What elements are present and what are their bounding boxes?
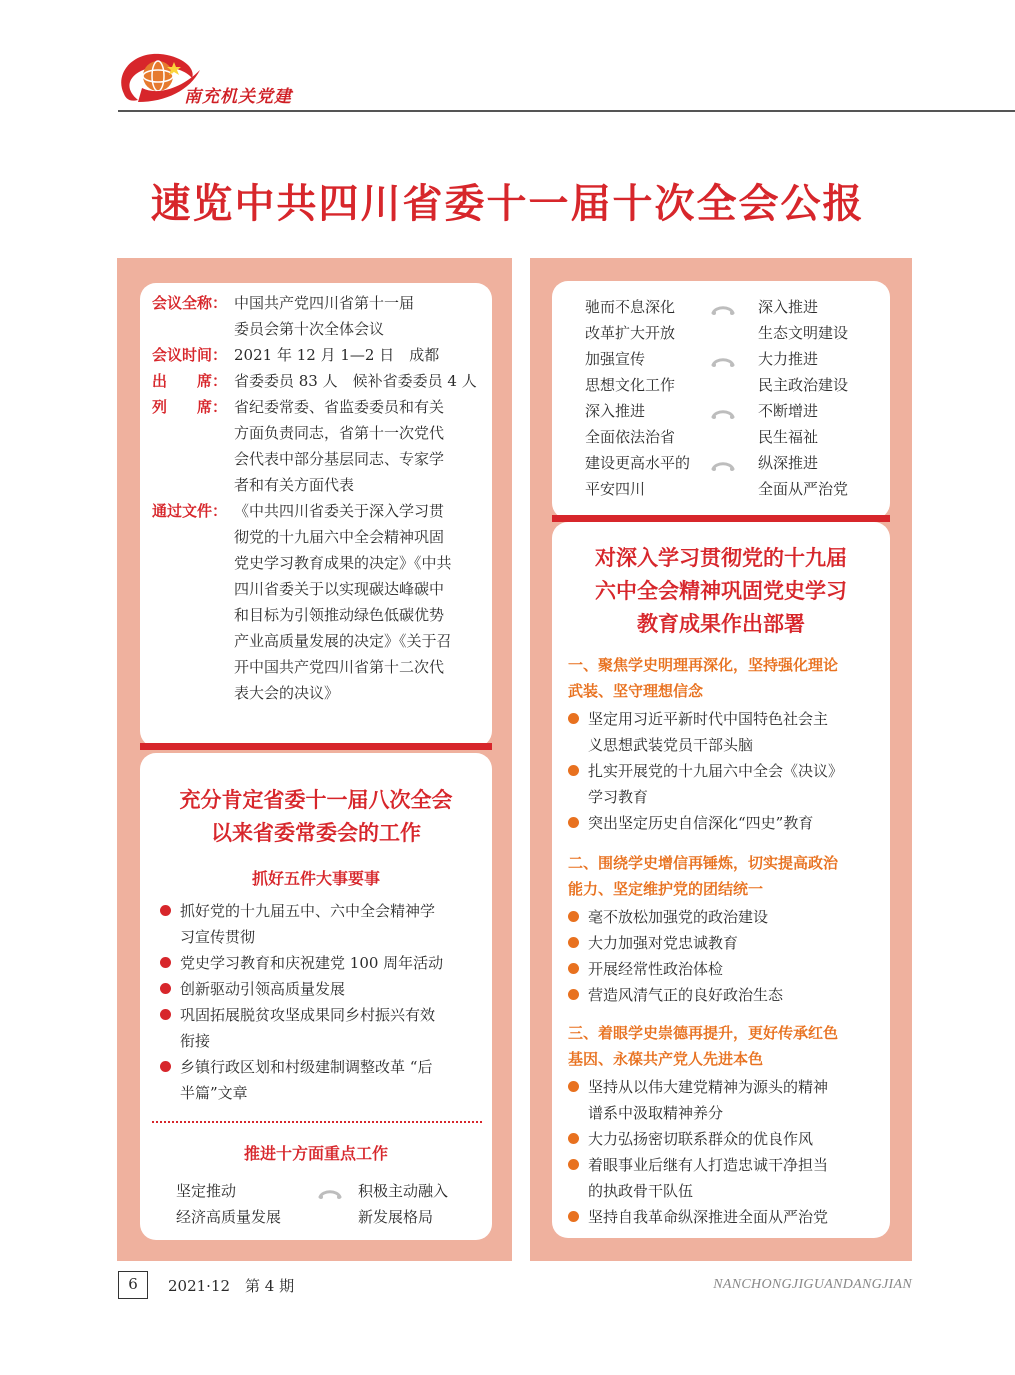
info-value: 省委委员 83 人 候补省委委员 4 人 bbox=[234, 372, 477, 390]
group-items bbox=[568, 904, 884, 1008]
list-item bbox=[568, 1074, 884, 1126]
group-heading-line: 一、聚焦学史明理再深化，坚持强化理论 bbox=[568, 656, 839, 674]
key-tasks-list bbox=[160, 898, 490, 1106]
info-label: 通过文件： bbox=[152, 502, 228, 520]
bullet-icon bbox=[568, 989, 579, 1000]
section-divider bbox=[140, 743, 492, 750]
bullet-icon bbox=[160, 1009, 171, 1020]
list-item bbox=[568, 1152, 884, 1204]
list-item-text: 抓好党的十九届五中、六中全会精神学 bbox=[180, 902, 436, 920]
link-icon bbox=[711, 409, 735, 419]
pair-left-text: 思想文化工作 bbox=[585, 376, 676, 394]
deployment-group bbox=[568, 850, 884, 1008]
list-item bbox=[568, 706, 884, 758]
bullet-icon bbox=[568, 1159, 579, 1170]
section-divider bbox=[552, 515, 890, 522]
list-item-text: 大力加强对党忠诚教育 bbox=[588, 934, 739, 952]
info-value: 四川省委关于以实现碳达峰碳中 bbox=[234, 580, 445, 598]
deployment-group bbox=[568, 652, 884, 836]
list-item bbox=[160, 1054, 490, 1106]
bullet-icon bbox=[568, 765, 579, 776]
pair-left-text: 驰而不息深化 bbox=[585, 298, 676, 316]
list-item-text: 坚定用习近平新时代中国特色社会主 bbox=[588, 710, 829, 728]
pair-right-text: 积极主动融入 bbox=[358, 1182, 449, 1200]
issue-info: 2021·12 第 4 期 bbox=[168, 1277, 295, 1295]
list-item bbox=[568, 982, 884, 1008]
info-row bbox=[152, 290, 487, 342]
group-items bbox=[568, 706, 884, 836]
pair-left-text: 平安四川 bbox=[585, 480, 646, 498]
info-value: 开中国共产党四川省第十二次代 bbox=[234, 658, 445, 676]
bullet-icon bbox=[160, 905, 171, 916]
list-item-text: 坚持从以伟大建党精神为源头的精神 bbox=[588, 1078, 829, 1096]
link-icon bbox=[711, 357, 735, 367]
bullet-icon bbox=[568, 911, 579, 922]
page-title: 速览中共四川省委十一届十次全会公报 bbox=[150, 180, 865, 227]
list-item bbox=[568, 904, 884, 930]
pair-left-text: 改革扩大开放 bbox=[585, 324, 676, 342]
info-value: 委员会第十次全体会议 bbox=[234, 320, 385, 338]
pair-right-text: 大力推进 bbox=[758, 350, 819, 368]
list-item-text: 大力弘扬密切联系群众的优良作风 bbox=[588, 1130, 814, 1148]
info-value: 《中共四川省委关于深入学习贯 bbox=[234, 502, 445, 520]
pair-right-text: 全面从严治党 bbox=[758, 480, 849, 498]
title-line: 对深入学习贯彻党的十九届 bbox=[595, 545, 847, 570]
group-heading-line: 二、围绕学史增信再锤炼，切实提高政治 bbox=[568, 854, 839, 872]
info-value: 省纪委常委、省监委委员和有关 bbox=[234, 398, 445, 416]
list-item-text: 着眼事业后继有人打造忠诚干净担当 bbox=[588, 1156, 829, 1174]
list-item bbox=[568, 956, 884, 982]
pair-row bbox=[585, 346, 875, 372]
info-value: 产业高质量发展的决定》《关于召 bbox=[234, 632, 452, 650]
group-heading-line: 能力、坚定维护党的团结统一 bbox=[568, 880, 764, 898]
pair-right-text: 纵深推进 bbox=[758, 454, 819, 472]
group-heading-line: 武装、坚守理想信念 bbox=[568, 682, 704, 700]
info-value: 中国共产党四川省第十一届 bbox=[234, 294, 415, 312]
list-item bbox=[568, 1126, 884, 1152]
pair-row bbox=[176, 1204, 476, 1230]
info-label: 列 席： bbox=[152, 398, 228, 416]
pair-row bbox=[585, 320, 875, 346]
pair-row bbox=[176, 1178, 476, 1204]
info-value: 和目标为引领推动绿色低碳优势 bbox=[234, 606, 445, 624]
info-value: 表大会的决议》 bbox=[234, 684, 340, 702]
link-icon bbox=[711, 461, 735, 471]
list-item bbox=[568, 1204, 884, 1230]
pair-row bbox=[585, 450, 875, 476]
link-icon bbox=[318, 1189, 342, 1199]
group-heading bbox=[568, 850, 884, 902]
priority-pairs bbox=[585, 294, 875, 502]
group-heading bbox=[568, 652, 884, 704]
bullet-icon bbox=[160, 1061, 171, 1072]
right-section-title bbox=[552, 541, 890, 640]
info-value: 者和有关方面代表 bbox=[234, 476, 355, 494]
title-line: 以来省委常委会的工作 bbox=[211, 820, 421, 845]
pair-left-text: 建设更高水平的 bbox=[585, 454, 691, 472]
bullet-icon bbox=[568, 713, 579, 724]
info-row bbox=[152, 498, 487, 706]
bullet-icon bbox=[160, 983, 171, 994]
bullet-icon bbox=[568, 1133, 579, 1144]
group-items bbox=[568, 1074, 884, 1230]
list-item-text: 突出坚定历史自信深化“四史”教育 bbox=[588, 814, 814, 832]
list-item bbox=[568, 810, 884, 836]
brand-name: 南充机关党建 bbox=[184, 87, 292, 107]
title-line: 六中全会精神巩固党史学习 bbox=[595, 578, 847, 603]
list-item-text: 创新驱动引领高质量发展 bbox=[180, 980, 346, 998]
list-item-text: 半篇”文章 bbox=[180, 1084, 248, 1102]
pair-right-text: 民生福祉 bbox=[758, 428, 819, 446]
info-row bbox=[152, 394, 487, 498]
pair-row bbox=[585, 398, 875, 424]
bullet-icon bbox=[160, 957, 171, 968]
focus-work-pairs bbox=[176, 1178, 476, 1230]
bullet-icon bbox=[568, 1211, 579, 1222]
bullet-icon bbox=[568, 1081, 579, 1092]
info-value: 2021 年 12 月 1—2 日 成都 bbox=[234, 346, 440, 364]
list-item-text: 的执政骨干队伍 bbox=[588, 1182, 694, 1200]
pair-right-text: 生态文明建设 bbox=[758, 324, 849, 342]
left-subtitle: 抓好五件大事要事 bbox=[251, 869, 380, 888]
pair-left-text: 经济高质量发展 bbox=[176, 1208, 282, 1226]
info-label: 会议全称： bbox=[152, 294, 228, 312]
list-item-text: 党史学习教育和庆祝建党 100 周年活动 bbox=[180, 954, 444, 972]
link-icon bbox=[711, 305, 735, 315]
list-item-text: 衔接 bbox=[180, 1032, 211, 1050]
list-item bbox=[160, 1002, 490, 1054]
info-row bbox=[152, 342, 487, 368]
pair-left-text: 坚定推动 bbox=[176, 1182, 237, 1200]
list-item bbox=[568, 758, 884, 810]
dotted-divider bbox=[152, 1121, 482, 1123]
list-item-text: 扎实开展党的十九届六中全会《决议》 bbox=[588, 762, 844, 780]
pair-right-text: 民主政治建设 bbox=[758, 376, 849, 394]
group-heading-line: 基因、永葆共产党人先进本色 bbox=[568, 1050, 764, 1068]
group-heading bbox=[568, 1020, 884, 1072]
info-value: 党史学习教育成果的决定》《中共 bbox=[234, 554, 452, 572]
list-item-text: 巩固拓展脱贫攻坚成果同乡村振兴有效 bbox=[180, 1006, 436, 1024]
list-item-text: 毫不放松加强党的政治建设 bbox=[588, 908, 769, 926]
page-number: 6 bbox=[118, 1271, 148, 1299]
info-value: 会代表中部分基层同志、专家学 bbox=[234, 450, 445, 468]
meeting-info bbox=[152, 290, 487, 706]
pair-left-text: 加强宣传 bbox=[585, 350, 646, 368]
left-subtitle-2: 推进十方面重点工作 bbox=[243, 1144, 388, 1163]
list-item-text: 营造风清气正的良好政治生态 bbox=[588, 986, 784, 1004]
list-item-text: 习宣传贯彻 bbox=[180, 928, 256, 946]
list-item-text: 学习教育 bbox=[588, 788, 649, 806]
pair-left-text: 全面依法治省 bbox=[585, 428, 676, 446]
list-item bbox=[160, 898, 490, 950]
info-label: 出 席： bbox=[152, 372, 228, 390]
list-item-text: 义思想武装党员干部头脑 bbox=[588, 736, 754, 754]
pair-left-text: 深入推进 bbox=[585, 402, 646, 420]
info-label: 会议时间： bbox=[152, 346, 228, 364]
pair-row bbox=[585, 372, 875, 398]
list-item-text: 开展经常性政治体检 bbox=[588, 960, 724, 978]
pair-row bbox=[585, 294, 875, 320]
list-item bbox=[160, 950, 490, 976]
info-value: 方面负责同志，省第十一次党代 bbox=[234, 424, 445, 442]
group-heading-line: 三、着眼学史崇德再提升，更好传承红色 bbox=[568, 1024, 839, 1042]
title-line: 教育成果作出部署 bbox=[637, 611, 805, 636]
bullet-icon bbox=[568, 937, 579, 948]
pair-row bbox=[585, 424, 875, 450]
deployment-group bbox=[568, 1020, 884, 1230]
pair-right-text: 深入推进 bbox=[758, 298, 819, 316]
list-item bbox=[160, 976, 490, 1002]
bullet-icon bbox=[568, 963, 579, 974]
info-value: 彻党的十九届六中全会精神巩固 bbox=[234, 528, 445, 546]
header-divider bbox=[118, 110, 1015, 112]
title-line: 充分肯定省委十一届八次全会 bbox=[179, 787, 453, 812]
left-section-title bbox=[140, 783, 492, 849]
list-item-text: 乡镇行政区划和村级建制调整改革 “后 bbox=[180, 1058, 433, 1076]
pair-row bbox=[585, 476, 875, 502]
list-item-text: 谱系中汲取精神养分 bbox=[588, 1104, 724, 1122]
bullet-icon bbox=[568, 817, 579, 828]
info-row bbox=[152, 368, 487, 394]
list-item-text: 坚持自我革命纵深推进全面从严治党 bbox=[588, 1208, 829, 1226]
footer-brand: NANCHONGJIGUANDANGJIAN bbox=[713, 1277, 912, 1292]
list-item bbox=[568, 930, 884, 956]
pair-right-text: 不断增进 bbox=[758, 402, 819, 420]
pair-right-text: 新发展格局 bbox=[358, 1208, 434, 1226]
